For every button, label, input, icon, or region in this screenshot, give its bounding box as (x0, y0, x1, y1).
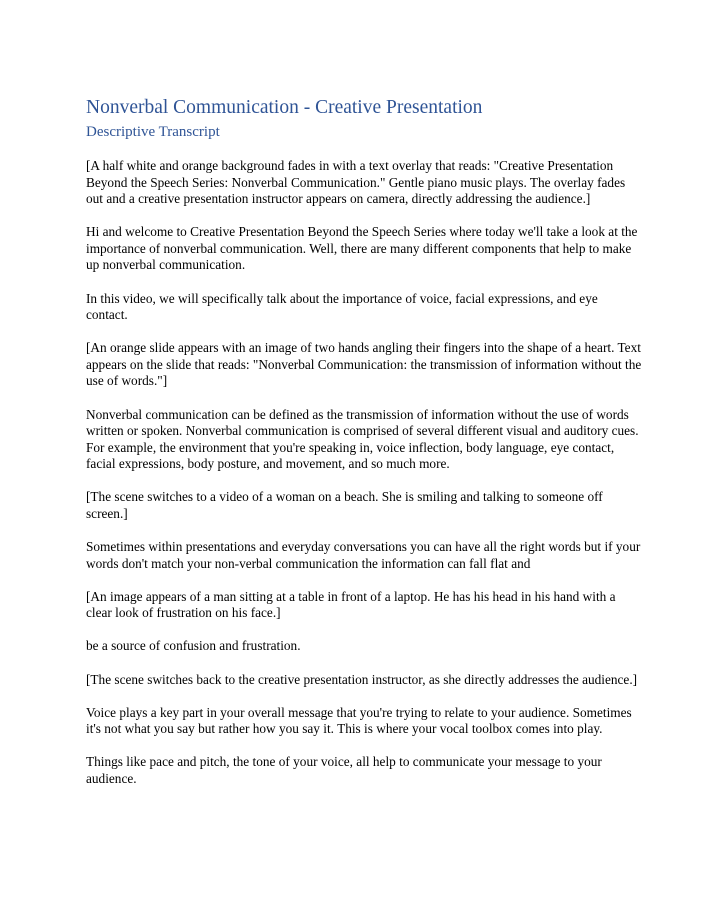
speech-paragraph: Things like pace and pitch, the tone of your voice, all help to communicate your message to your audience. (86, 754, 602, 786)
document-title: Nonverbal Communication - Creative Presentation (86, 97, 483, 118)
transcript-body (86, 158, 642, 788)
speech-paragraph: Sometimes within presentations and everyday conversations you can have all the right words but if your words don't match your non-verbal communication the information can fall flat and (86, 539, 641, 571)
stage-direction-paragraph: [An image appears of a man sitting at a table in front of a laptop. He has his head in his hand with a clear look of frustration on his face.] (86, 588, 616, 621)
stage-direction-paragraph: [An orange slide appears with an image of two hands angling their fingers into the shape of a heart. Text appears on the slide that reads: "Nonverbal Communication: the transmission of information without the use of words."] (86, 340, 642, 389)
stage-direction-paragraph: [The scene switches to a video of a woman on a beach. She is smiling and talking to someone off screen.] (86, 489, 603, 521)
speech-paragraph: Hi and welcome to Creative Presentation Beyond the Speech Series where today we'll take a look at the importance of nonverbal communication. Well, there are many different components that help to make up nonverbal communication. (86, 224, 638, 273)
stage-direction-paragraph: [A half white and orange background fades in with a text overlay that reads: "Creative Presentation Beyond the Speech Series: Nonverbal Communication." Gentle piano music plays. The overlay fades out and a creative presentation instructor appears on camera, directly addressing the audience.] (86, 158, 626, 207)
document-subtitle: Descriptive Transcript (86, 124, 220, 140)
stage-direction-paragraph: [The scene switches back to the creative presentation instructor, as she directly addresses the audience.] (86, 671, 638, 687)
speech-paragraph: In this video, we will specifically talk about the importance of voice, facial expressions, and eye contact. (86, 290, 598, 323)
speech-paragraph: be a source of confusion and frustration. (86, 638, 301, 654)
document-page (86, 96, 642, 804)
speech-paragraph: Nonverbal communication can be defined as the transmission of information without the use of words written or spoken. Nonverbal communication is comprised of several different visual and auditory cues. For example, the environment that you're speaking in, voice inflection, body language, eye contact, facial expressions, body posture, and movement, and so much more. (86, 406, 639, 472)
speech-paragraph: Voice plays a key part in your overall message that you're trying to relate to your audience. Sometimes it's not what you say but rather how you say it. This is where your vocal toolbox comes into play. (86, 704, 632, 737)
